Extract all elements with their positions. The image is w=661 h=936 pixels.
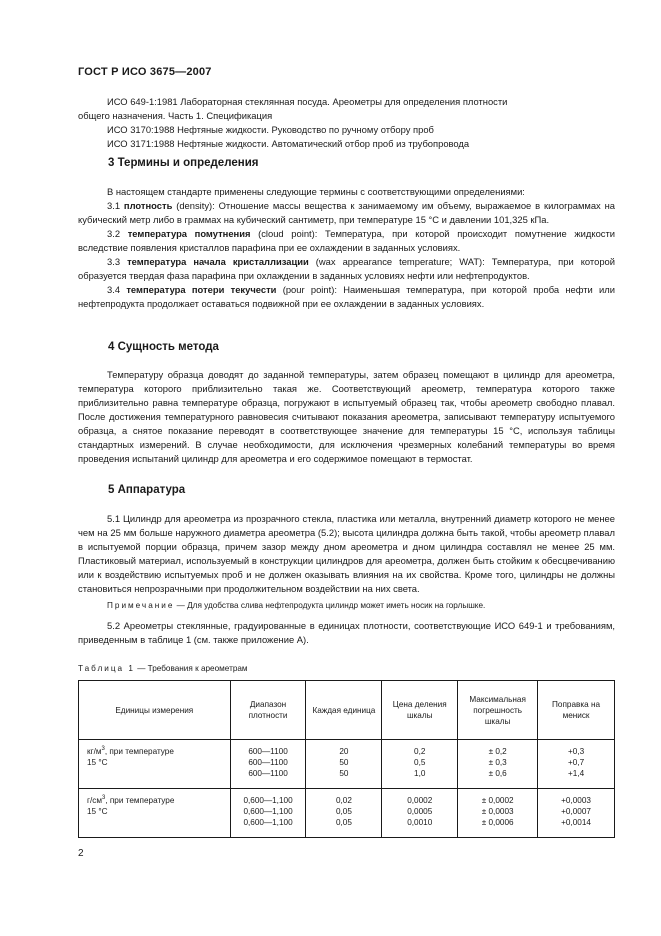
section-5-heading: 5 Аппаратура (108, 484, 186, 496)
reference-iso-3171: ИСО 3171:1988 Нефтяные жидкости. Автоматический отбор проб из трубопровода (107, 138, 470, 149)
cell-meniscus: +0,3 +0,7 +1,4 (538, 740, 615, 789)
table-row (79, 789, 615, 838)
section-4-body (78, 368, 615, 466)
term-3-2: 3.2 температура помутнения (cloud point): Температура, при которой происходит помутнение жидкости вследствие появления кристаллов парафина при ее охлаждении в заданных условиях. (78, 228, 616, 253)
col-header-max-error: Максимальная погрешность шкалы (458, 681, 538, 740)
document-header: ГОСТ Р ИСО 3675—2007 (78, 66, 212, 78)
paragraph-5-1: 5.1 Цилиндр для ареометра из прозрачного стекла, пластика или металла, внутренний диаметр которого не менее чем на 25 мм больше наружного диаметра ареометра (5.2); высота цилиндра должна быть такой, чтобы ареометр плавал в испытуемой порции образца, причем зазор между дном ареометра и дном цилиндра составлял не менее 25 мм. Пластиковый материал, используемый в конструкции цилиндров для ареометра, должен быть стойким к обесцвечиванию или к воздействию испытуемых проб и не должен оказывать влияния на их свойства. Кроме того, цилиндры не должны становиться непрозрачными при продолжительном воздействии на них света. (78, 513, 615, 594)
term-3-1: 3.1 плотность (density): Отношение массы вещества к занимаемому им объему, выражаемое в килограммах на кубический метр либо в граммах на кубический сантиметр, при температуре 15 °С и давлении 101,325 кПа. (78, 200, 615, 225)
note-5-1: Примечание — Для удобства слива нефтепродукта цилиндр может иметь носик на горлышке. (107, 601, 486, 610)
section-3-body (78, 185, 615, 311)
cell-division: 0,2 0,5 1,0 (382, 740, 458, 789)
section-4-heading: 4 Сущность метода (108, 341, 219, 353)
table-caption: Таблица 1 — Требования к ареометрам (78, 664, 248, 673)
col-header-each: Каждая единица (306, 681, 382, 740)
cell-range: 0,600—1,100 0,600—1,100 0,600—1,100 (230, 789, 306, 838)
cell-each: 20 50 50 (306, 740, 382, 789)
col-header-meniscus: Поправка на мениск (538, 681, 615, 740)
section-4-text: Температуру образца доводят до заданной температуры, затем образец помещают в цилиндр для ареометра, температура которого приблизительно такая же. Соответствующий ареометр, температура которого также приблизительно равна температуре образца, погружают в испытуемый образец так, чтобы ареометр свободно плавал. После достижения температурного равновесия считывают показания ареометра, записывают температуру испытуемого образца, а снятое показание переводят в соответствующее значение для температуры 15 °С, используя таблицы стандартных измерений. В случае необходимости, для исключения чрезмерных колебаний температуры во время проведения испытаний цилиндр для ареометра и его содержимое помещают в термостат. (78, 369, 615, 464)
cell-unit: $г/см^3$, при температуре 15 °С (79, 789, 231, 838)
normative-references (78, 95, 615, 151)
cell-each: 0,02 0,05 0,05 (306, 789, 382, 838)
paragraph-5-2: 5.2 Ареометры стеклянные, градуированные в единицах плотности, соответствующие ИСО 649-1 и требованиям, приведенным в таблице 1 (см. также приложение А). (78, 620, 615, 645)
term-3-3: 3.3 температура начала кристаллизации (wax appearance temperature; WAT): Температура, при которой образуется твердая фаза парафина при охлаждении в заданных условиях нефти или нефтепродуктов. (78, 256, 615, 281)
table-row (79, 740, 615, 789)
hydrometer-requirements-table (78, 680, 615, 838)
table-header-row (79, 681, 615, 740)
cell-meniscus: +0,0003 +0,0007 +0,0014 (538, 789, 615, 838)
reference-iso-3170: ИСО 3170:1988 Нефтяные жидкости. Руководство по ручному отбору проб (107, 124, 434, 135)
term-3-4: 3.4 температура потери текучести (pour point): Наименьшая температура, при которой проба нефти или нефтепродукта продолжает оставаться подвижной при ее охлаждении в заданных условиях. (78, 284, 616, 309)
col-header-units: Единицы измерения (79, 681, 231, 740)
cell-division: 0,0002 0,0005 0,0010 (382, 789, 458, 838)
col-header-range: Диапазон плотности (230, 681, 306, 740)
section-5-body (78, 512, 615, 647)
page-number: 2 (78, 848, 84, 859)
section-3-intro: В настоящем стандарте применены следующие термины с соответствующими определениями: (107, 186, 525, 197)
cell-unit: $кг/м^3$, при температуре 15 °С (79, 740, 231, 789)
section-3-heading: 3 Термины и определения (108, 157, 259, 169)
cell-max-error: ± 0,2 ± 0,3 ± 0,6 (458, 740, 538, 789)
col-header-division: Цена деления шкалы (382, 681, 458, 740)
reference-iso-649-1: ИСО 649-1:1981 Лабораторная стеклянная посуда. Ареометры для определения плотности общего назначения. Часть 1. Спецификация (78, 96, 508, 121)
cell-range: 600—1100 600—1100 600—1100 (230, 740, 306, 789)
cell-max-error: ± 0,0002 ± 0,0003 ± 0,0006 (458, 789, 538, 838)
